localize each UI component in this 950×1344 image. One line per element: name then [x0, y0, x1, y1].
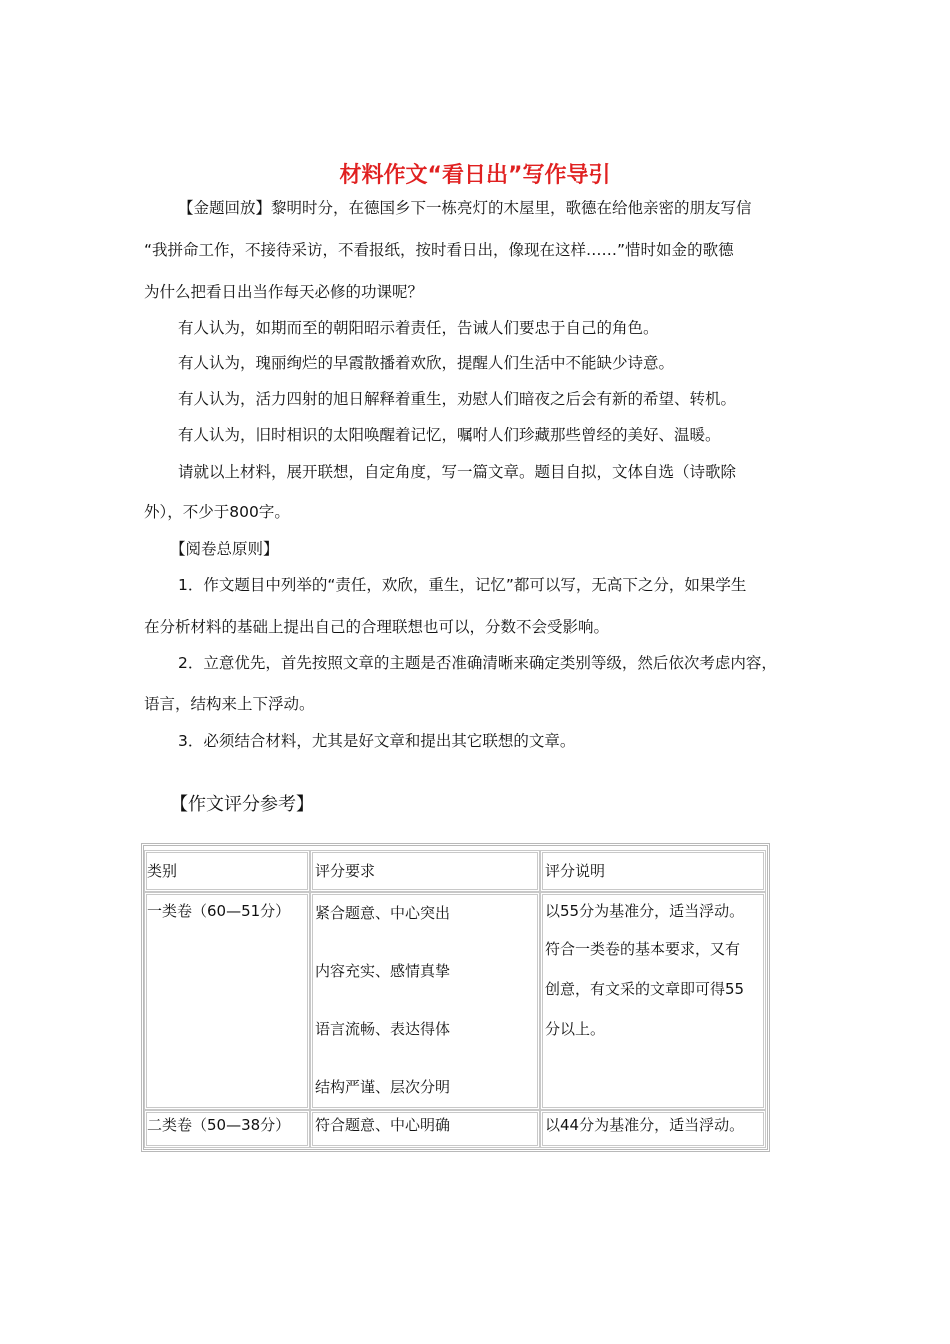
header-notes: 评分说明 — [545, 862, 606, 880]
task-line-1: 请就以上材料，展开联想，自定角度，写一篇文章。题目自拟，文体自选（诗歌除 — [178, 463, 737, 481]
principle-2-line-2: 语言，结构来上下浮动。 — [144, 695, 315, 713]
table-row-1-category-cell — [144, 892, 310, 1110]
principles-heading: 【阅卷总原则】 — [170, 540, 279, 558]
intro-line-1: 【金题回放】黎明时分，在德国乡下一栋亮灯的木屋里，歌德在给他亲密的朋友写信 — [178, 199, 752, 217]
opinion-1: 有人认为，如期而至的朝阳昭示着责任，告诫人们要忠于自己的角色。 — [178, 319, 659, 337]
row-1-note-4: 分以上。 — [545, 1020, 606, 1038]
row-1-requirement-2: 内容充实、感情真挚 — [315, 962, 451, 980]
row-1-requirement-4: 结构严谨、层次分明 — [315, 1078, 451, 1096]
header-category: 类别 — [147, 862, 178, 880]
scoring-heading: 【作文评分参考】 — [170, 794, 314, 815]
opinion-3: 有人认为，活力四射的旭日解释着重生，劝慰人们暗夜之后会有新的希望、转机。 — [178, 390, 737, 408]
document-title: 材料作文“看日出”写作导引 — [339, 163, 611, 188]
row-2-requirement-1: 符合题意、中心明确 — [315, 1116, 451, 1134]
table-row-1-notes-cell — [540, 892, 766, 1110]
row-1-note-2: 符合一类卷的基本要求，又有 — [545, 940, 741, 958]
table-row-2-requirements-cell — [310, 1110, 540, 1148]
table-row-1-requirements-cell — [310, 892, 540, 1110]
row-2-note-1: 以44分为基准分，适当浮动。 — [545, 1116, 745, 1134]
opinion-4: 有人认为，旧时相识的太阳唤醒着记忆，嘱咐人们珍藏那些曾经的美好、温暖。 — [178, 426, 721, 444]
principle-2-line-1: 2．立意优先，首先按照文章的主题是否准确清晰来确定类别等级，然后依次考虑内容， — [178, 654, 777, 672]
task-line-2: 外），不少于800字。 — [144, 503, 290, 521]
scoring-table — [141, 843, 770, 1152]
intro-line-3: 为什么把看日出当作每天必修的功课呢？ — [144, 283, 424, 301]
row-2-category: 二类卷（50—38分） — [147, 1116, 291, 1134]
row-1-note-3: 创意，有文采的文章即可得55 — [545, 980, 745, 998]
row-1-category: 一类卷（60—51分） — [147, 902, 291, 920]
header-requirements: 评分要求 — [315, 862, 376, 880]
row-1-requirement-3: 语言流畅、表达得体 — [315, 1020, 451, 1038]
table-row-2-notes-cell — [540, 1110, 766, 1148]
principle-1-line-2: 在分析材料的基础上提出自己的合理联想也可以，分数不会受影响。 — [144, 618, 610, 636]
header-cell-requirements — [310, 850, 540, 892]
table-row-2-category-cell — [144, 1110, 310, 1148]
principle-3: 3．必须结合材料，尤其是好文章和提出其它联想的文章。 — [178, 732, 576, 750]
intro-line-2: “我拼命工作，不接待采访，不看报纸，按时看日出，像现在这样……”惜时如金的歌德 — [144, 241, 734, 259]
opinion-2: 有人认为，瑰丽绚烂的早霞散播着欢欣，提醒人们生活中不能缺少诗意。 — [178, 354, 675, 372]
row-1-requirement-1: 紧合题意、中心突出 — [315, 904, 451, 922]
principle-1-line-1: 1．作文题目中列举的“责任，欢欣，重生，记忆”都可以写，无高下之分，如果学生 — [178, 576, 747, 594]
header-cell-notes — [540, 850, 766, 892]
row-1-note-1: 以55分为基准分，适当浮动。 — [545, 902, 745, 920]
header-cell-category — [144, 850, 310, 892]
